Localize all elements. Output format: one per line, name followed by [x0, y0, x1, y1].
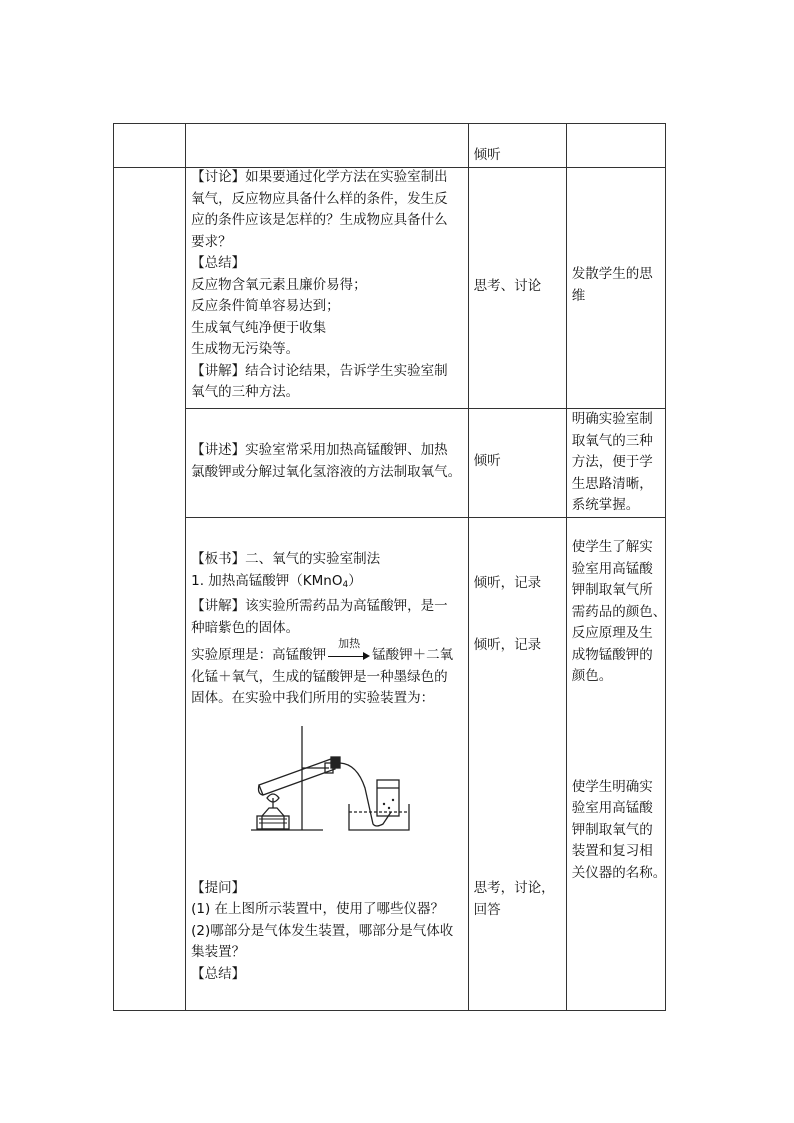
discussion-line: 氧气，反应物应具备什么样的条件，发生反 — [191, 190, 448, 207]
intent-line: 反应原理及生 — [571, 625, 653, 641]
question-line: (2)哪部分是气体发生装置，哪部分是气体收 — [191, 922, 454, 939]
intent-line: 取氧气的三种 — [571, 432, 653, 449]
collection-bottle — [377, 780, 399, 816]
lesson-plan-table — [113, 123, 666, 1011]
intent-line: 使学生明确实 — [571, 778, 653, 795]
intent-line: 方法，便于学 — [571, 454, 653, 470]
principle-line: 化锰＋氧气，生成的锰酸钾是一种墨绿色的 — [191, 668, 448, 685]
activity-cell — [468, 518, 566, 1011]
table-row — [114, 409, 666, 518]
intent-cell — [566, 409, 665, 518]
summary-line: 生成氧气纯净便于收集 — [191, 319, 327, 336]
narration-line: 【讲述】实验室常采用加热高锰酸钾、加热 — [191, 442, 448, 458]
question-line: (1) 在上图所示装置中，使用了哪些仪器？ — [191, 901, 445, 917]
intent-line: 维 — [571, 287, 586, 304]
summary-line: 反应物含氧元素且廉价易得； — [191, 276, 367, 293]
reaction-suffix: 锰酸钾＋二氧 — [372, 647, 454, 663]
kmno4-apparatus-diagram — [249, 718, 413, 834]
intent-line: 颜色。 — [571, 668, 613, 684]
activity-text: 思考，讨论， — [473, 880, 555, 896]
stage-cell — [114, 168, 186, 1011]
intent-cell — [566, 124, 665, 168]
lecture-line: 【讲解】结合讨论结果，告诉学生实验室制 — [191, 362, 448, 379]
activity-cell — [468, 409, 566, 518]
table-row — [114, 124, 666, 168]
lecture-line: 【讲解】该实验所需药品为高锰酸钾，是一 — [191, 598, 448, 614]
table-row — [114, 168, 666, 409]
narration-line: 氯酸钾或分解过氧化氢溶液的方法制取氧气。 — [191, 463, 462, 480]
summary-heading: 【总结】 — [191, 965, 246, 982]
question-line: 集装置？ — [191, 944, 246, 960]
discussion-line: 【讨论】如果要通过化学方法在实验室制出 — [191, 169, 448, 185]
intent-line: 钾制取氧气所 — [571, 582, 653, 598]
stage-cell — [114, 124, 186, 168]
reaction-equation — [191, 637, 463, 667]
stopper — [331, 757, 340, 768]
discussion-line: 应的条件应该是怎样的？生成物应具备什么 — [191, 212, 448, 228]
intent-line: 系统掌握。 — [571, 497, 640, 513]
activity-text: 倾听 — [473, 147, 501, 163]
table-row — [114, 518, 666, 1011]
lecture-line: 种暗紫色的固体。 — [191, 619, 300, 636]
discussion-line: 要求？ — [191, 233, 232, 250]
question-heading: 【提问】 — [191, 879, 246, 896]
intent-line: 成物锰酸钾的 — [571, 646, 653, 663]
activity-cell — [468, 168, 566, 409]
activity-text: 倾听 — [473, 453, 501, 469]
arrow-label: 加热 — [338, 637, 361, 650]
method-item-suffix: ） — [348, 572, 362, 589]
intent-line: 发散学生的思 — [571, 266, 653, 282]
activity-text: 回答 — [473, 901, 501, 918]
intent-line: 使学生了解实 — [571, 539, 653, 555]
lecture-line: 氧气的三种方法。 — [191, 384, 300, 400]
reaction-prefix: 实验原理是：高锰酸钾 — [191, 647, 327, 663]
intent-line: 明确实验室制 — [571, 411, 653, 427]
intent-cell — [566, 518, 665, 1011]
intent-line: 装置和复习相 — [571, 843, 653, 859]
test-tube — [259, 759, 335, 795]
method-item — [191, 571, 463, 597]
content-cell — [186, 124, 469, 168]
intent-cell — [566, 168, 665, 409]
formula-subscript: 4 — [342, 579, 349, 590]
summary-line: 反应条件简单容易达到； — [191, 298, 340, 314]
activity-text: 倾听，记录 — [473, 575, 542, 591]
intent-line: 需药品的颜色、 — [571, 603, 667, 620]
activity-cell — [468, 124, 566, 168]
intent-line: 验室用高锰酸 — [571, 800, 653, 816]
activity-text: 倾听，记录 — [473, 636, 542, 653]
content-cell — [186, 168, 469, 409]
intent-line: 验室用高锰酸 — [571, 560, 653, 577]
intent-line: 生思路清晰， — [571, 475, 653, 492]
activity-text: 思考、讨论 — [473, 278, 542, 294]
intent-line: 关仪器的名称。 — [571, 864, 667, 881]
method-item-prefix: 1. 加热高锰酸钾（KMnO — [191, 572, 343, 589]
content-cell — [186, 409, 469, 518]
board-heading: 【板书】二、氧气的实验室制法 — [191, 551, 381, 567]
intent-line: 钾制取氧气的 — [571, 821, 653, 838]
content-cell — [186, 518, 469, 1011]
summary-line: 生成物无污染等。 — [191, 341, 300, 357]
principle-line: 固体。在实验中我们所用的实验装置为： — [191, 690, 435, 706]
reaction-arrow — [328, 637, 370, 662]
summary-heading: 【总结】 — [191, 255, 246, 271]
